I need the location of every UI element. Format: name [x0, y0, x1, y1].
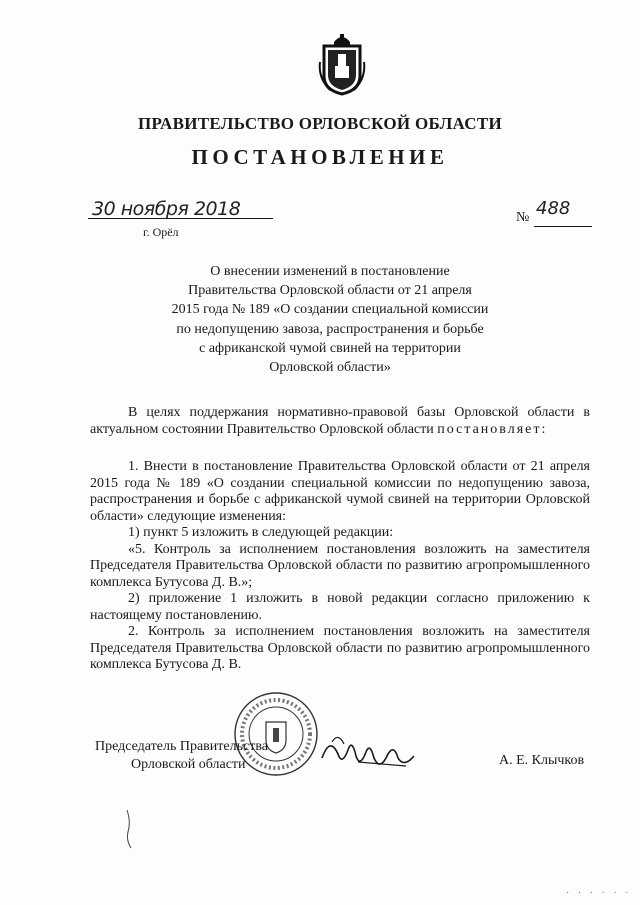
item-1-1: 1) пункт 5 изложить в следующей редакции: [128, 525, 394, 540]
government-name: ПРАВИТЕЛЬСТВО ОРЛОВСКОЙ ОБЛАСТИ [137, 114, 503, 133]
coat-of-arms-emblem [318, 32, 366, 96]
signatory-title-line2: Орловской области [131, 757, 246, 772]
city-label: г. Орёл [143, 225, 179, 239]
handwritten-date: 30 ноября 2018 [92, 198, 241, 220]
preamble-verb: постановляет: [437, 421, 548, 437]
date-underline [88, 218, 273, 219]
pen-mark [123, 808, 135, 850]
handwritten-number: 488 [536, 198, 571, 219]
subject-line: О внесении изменений в постановление [210, 264, 450, 279]
scan-artifact-dots: · · · · · · [566, 888, 632, 899]
subject-line: с африканской чумой свиней на территории [199, 340, 461, 356]
number-label: № [516, 210, 530, 225]
subject-block [150, 262, 510, 377]
subject-line: Орловской области» [269, 360, 391, 376]
document-type-title: ПОСТАНОВЛЕНИЕ [191, 145, 449, 169]
signatory-title-line1: Председатель Правительства [95, 739, 268, 754]
preamble-text: В целях поддержания нормативно-правовой базы Орловской области в актуальном состоянии Правительство Орловской области [90, 405, 590, 437]
signatory-title [95, 738, 268, 774]
subject-line: по недопущению завоза, распространения и борьбе [176, 321, 484, 337]
subject-line: 2015 года № 189 «О создании специальной комиссии [171, 302, 489, 318]
item-1-1-text: «5. Контроль за исполнением постановления возложить на заместителя Председателя Правительства Орловской области по развитию агропромышленного комплекса Бутусова Д. В.»; [90, 541, 590, 590]
document-body [90, 405, 590, 674]
subject-line: Правительства Орловской области от 21 апреля [188, 283, 472, 299]
number-underline [534, 226, 592, 227]
signatory-name: А. Е. Клычков [499, 753, 585, 768]
item-1-2: 2) приложение 1 изложить в новой редакции согласно приложению к настоящему постановлению. [90, 591, 590, 623]
item-1: 1. Внести в постановление Правительства Орловской области от 21 апреля 2015 года № 189 «О создании специальной комиссии по недопущению завоза, распространения и борьбе с африканской чумой свиней на территории Орловской области» следующие изменения: [90, 459, 590, 524]
item-2: 2. Контроль за исполнением постановления возложить на заместителя Председателя Правительства Орловской области по развитию агропромышленного комплекса Бутусова Д. В. [90, 624, 590, 672]
handwritten-signature [318, 728, 418, 778]
preamble-paragraph [90, 405, 590, 438]
